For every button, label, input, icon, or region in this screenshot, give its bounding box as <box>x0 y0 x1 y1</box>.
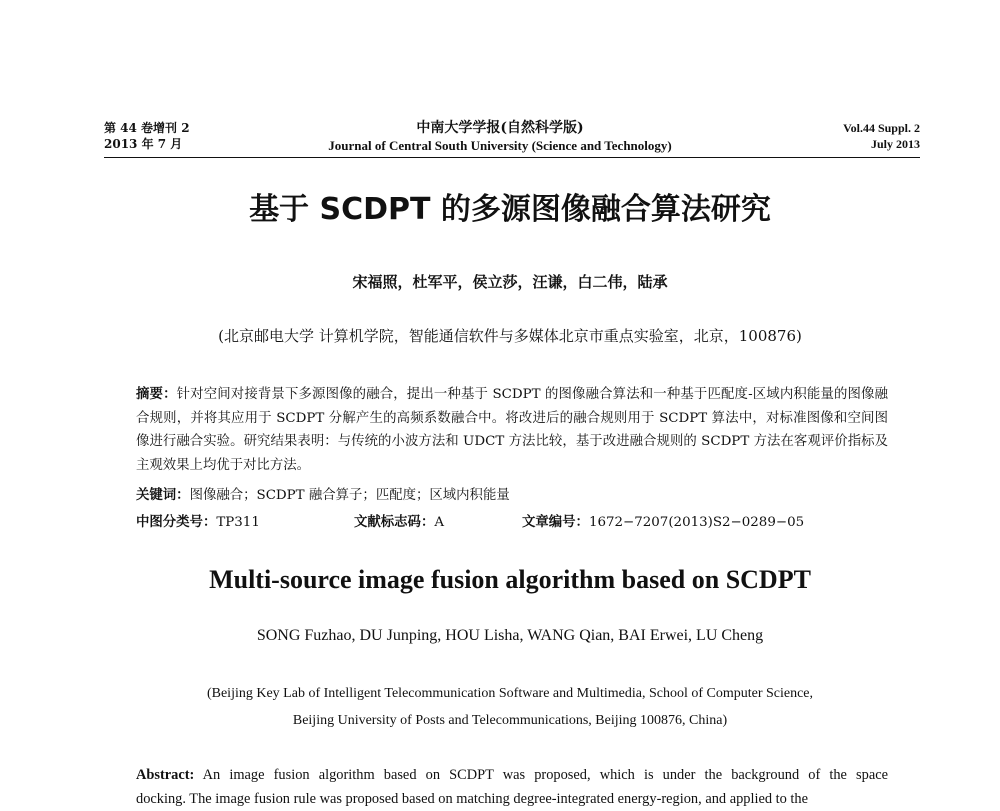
authors-cn: 宋福照，杜军平，侯立莎，汪谦，白二伟，陆承 <box>352 273 668 291</box>
abstract-en-line2: docking. The image fusion rule was proposed based on matching degree-integrated energy-region, and applied to the <box>136 791 809 807</box>
classification <box>136 512 260 534</box>
header-volume-cn: 第 44 卷增刊 2 <box>104 121 190 135</box>
header-date-cn: 2013 年 7 月 <box>104 137 183 151</box>
affiliation-en <box>100 680 920 734</box>
article-number-value: 1672−7207(2013)S2−0289−05 <box>588 515 805 530</box>
header-date-en: July 2013 <box>870 137 920 151</box>
keywords-cn-label: 关键词： <box>136 488 190 503</box>
abstract-cn <box>136 383 888 477</box>
header-left <box>104 120 190 152</box>
header-divider <box>104 157 920 158</box>
affiliation-en-line2: Beijing University of Posts and Telecommunications, Beijing 100876, China) <box>292 713 728 728</box>
classification-label: 中图分类号： <box>136 515 217 530</box>
article-number <box>522 512 804 534</box>
abstract-en-line1: An image fusion algorithm based on SCDPT was proposed, which is under the background of the space <box>202 767 888 783</box>
document-code-label: 文献标志码： <box>354 515 435 530</box>
journal-name-cn: 中南大学学报(自然科学版) <box>416 120 584 136</box>
keywords-cn <box>136 485 888 507</box>
keywords-cn-text: 图像融合；SCDPT 融合算子；匹配度；区域内积能量 <box>189 488 510 503</box>
abstract-en <box>136 763 888 787</box>
journal-name-en: Journal of Central South University (Science and Technology) <box>328 138 672 153</box>
paper-title-cn: 基于 SCDPT 的多源图像融合算法研究 <box>249 192 771 227</box>
abstract-en-label: Abstract: <box>136 767 195 783</box>
classification-value: TP311 <box>216 515 260 530</box>
authors-en: SONG Fuzhao, DU Junping, HOU Lisha, WANG Qian, BAI Erwei, LU Cheng <box>256 627 764 644</box>
affiliation-cn: (北京邮电大学 计算机学院，智能通信软件与多媒体北京市重点实验室，北京，100876) <box>218 327 802 345</box>
header-right <box>843 120 920 152</box>
document-code-value: A <box>434 515 445 530</box>
abstract-cn-label: 摘要： <box>136 387 177 402</box>
affiliation-en-line1: (Beijing Key Lab of Intelligent Telecommunication Software and Multimedia, School of Computer Science, <box>206 686 814 701</box>
header-center <box>300 119 700 154</box>
article-number-label: 文章编号： <box>522 515 589 530</box>
header-volume-en: Vol.44 Suppl. 2 <box>843 121 920 135</box>
abstract-cn-text: 针对空间对接背景下多源图像的融合，提出一种基于 SCDPT 的图像融合算法和一种基于匹配度-区域内积能量的图像融合规则，并将其应用于 SCDPT 分解产生的高频系数融合中。将改进后的融合规则用于 SCDPT 算法中，对标准图像和空间图像进行融合实验。研究结果表明：与传统的小波方法和 UDCT 方法比较，基于改进融合规则的 SCDPT 方法在客观评价指标及主观效果上均优于对比方法。 <box>136 387 888 473</box>
paper-title-en: Multi-source image fusion algorithm based on SCDPT <box>209 565 811 594</box>
document-code <box>354 512 444 534</box>
